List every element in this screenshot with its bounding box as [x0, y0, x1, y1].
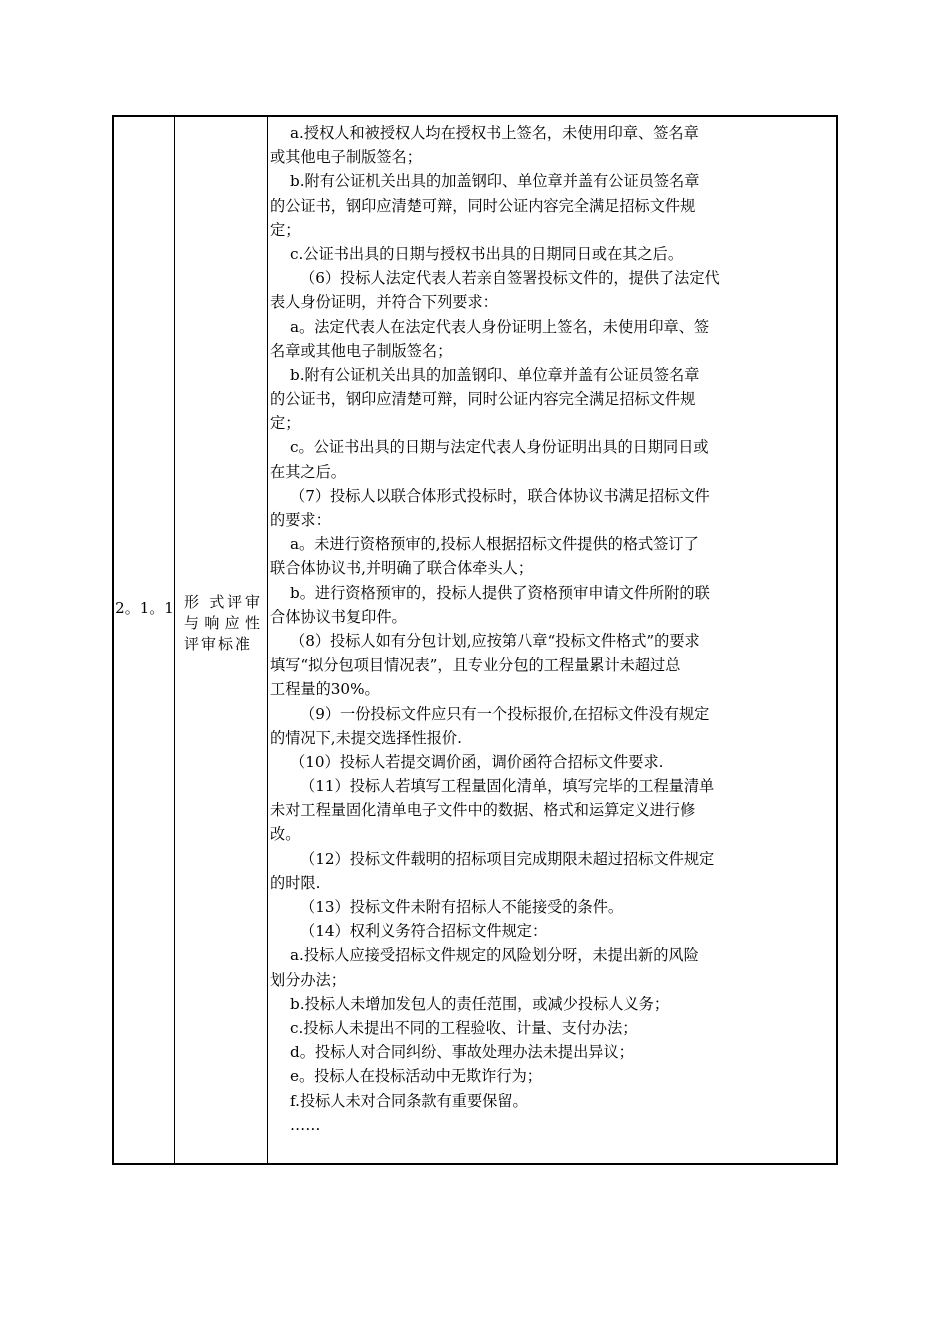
content-line: 未对工程量固化清单电子文件中的数据、格式和运算定义进行修: [270, 801, 696, 820]
content-line: 表人身份证明，并符合下列要求：: [270, 293, 498, 312]
content-line: （9）一份投标文件应只有一个投标报价,在招标文件没有规定: [300, 704, 710, 723]
content-line: 在其之后。: [270, 462, 346, 481]
content-line: 的公证书，钢印应清楚可辩，同时公证内容完全满足招标文件规: [270, 390, 696, 409]
content-line: 划分办法；: [270, 970, 346, 989]
content-line: b。进行资格预审的，投标人提供了资格预审申请文件所附的联: [290, 583, 710, 602]
clause-number-cell: [114, 117, 175, 1163]
content-line: 联合体协议书,并明确了联合体牵头人；: [270, 559, 534, 578]
content-line: 工程量的30%。: [270, 680, 380, 699]
content-line: d。投标人对合同纠纷、事故处理办法未提出异议；: [290, 1043, 634, 1062]
content-line: a。未进行资格预审的,投标人根据招标文件提供的格式签订了: [290, 535, 699, 554]
content-line: 填写“拟分包项目情况表”，且专业分包的工程量累计未超过总: [270, 656, 681, 675]
content-line: b.附有公证机关出具的加盖钢印、单位章并盖有公证员签名章: [290, 365, 700, 384]
content-line: e。投标人在投标活动中无欺诈行为；: [290, 1067, 542, 1086]
content-line: （6）投标人法定代表人若亲自签署投标文件的，提供了法定代: [300, 269, 720, 288]
content-line: ……: [290, 1115, 321, 1134]
content-line: f.投标人未对合同条款有重要保留。: [290, 1091, 528, 1110]
criteria-label-cell: [176, 117, 268, 1163]
content-line: b.附有公证机关出具的加盖钢印、单位章并盖有公证员签名章: [290, 172, 700, 191]
criteria-content: [270, 121, 832, 1137]
content-line: （8）投标人如有分包计划,应按第八章“投标文件格式”的要求: [290, 631, 700, 650]
content-line: （10）投标人若提交调价函，调价函符合招标文件要求.: [290, 752, 664, 771]
content-line: a。法定代表人在法定代表人身份证明上签名，未使用印章、签: [290, 317, 710, 336]
content-line: （7）投标人以联合体形式投标时，联合体协议书满足招标文件: [290, 486, 710, 505]
content-line: 名章或其他电子制版签名；: [270, 341, 453, 360]
content-line: 的要求：: [270, 511, 331, 529]
content-line: c。公证书出具的日期与法定代表人身份证明出具的日期同日或: [290, 438, 709, 457]
content-line: （12）投标文件载明的招标项目完成期限未超过招标文件规定: [300, 849, 715, 868]
content-line: c.投标人未提出不同的工程验收、计量、支付办法；: [290, 1018, 638, 1037]
content-line: 定；: [270, 414, 301, 433]
content-line: （14）权利义务符合招标文件规定：: [300, 922, 548, 941]
criteria-label: 形 式评审与响应性评审标准: [184, 593, 262, 653]
content-line: b.投标人未增加发包人的责任范围，或减少投标人义务；: [290, 994, 670, 1013]
content-line: c.公证书出具的日期与授权书出具的日期同日或在其之后。: [290, 244, 684, 263]
content-line: （13）投标文件未附有招标人不能接受的条件。: [300, 898, 624, 916]
clause-number: 2。1。1: [115, 599, 174, 617]
criteria-table: [112, 115, 838, 1165]
content-line: 定；: [270, 220, 301, 239]
content-line: 或其他电子制版签名；: [270, 148, 422, 167]
content-line: 合体协议书复印件。: [270, 607, 407, 626]
content-line: a.授权人和被授权人均在授权书上签名，未使用印章、签名章: [290, 124, 699, 142]
content-line: 的公证书，钢印应清楚可辩，同时公证内容完全满足招标文件规: [270, 196, 696, 215]
content-line: （11）投标人若填写工程量固化清单，填写完毕的工程量清单: [300, 777, 715, 796]
content-line: 改。: [270, 825, 301, 844]
content-line: 的情况下,未提交选择性报价.: [270, 728, 462, 747]
content-line: 的时限.: [270, 873, 321, 892]
content-line: a.投标人应接受招标文件规定的风险划分呀，未提出新的风险: [290, 946, 699, 965]
